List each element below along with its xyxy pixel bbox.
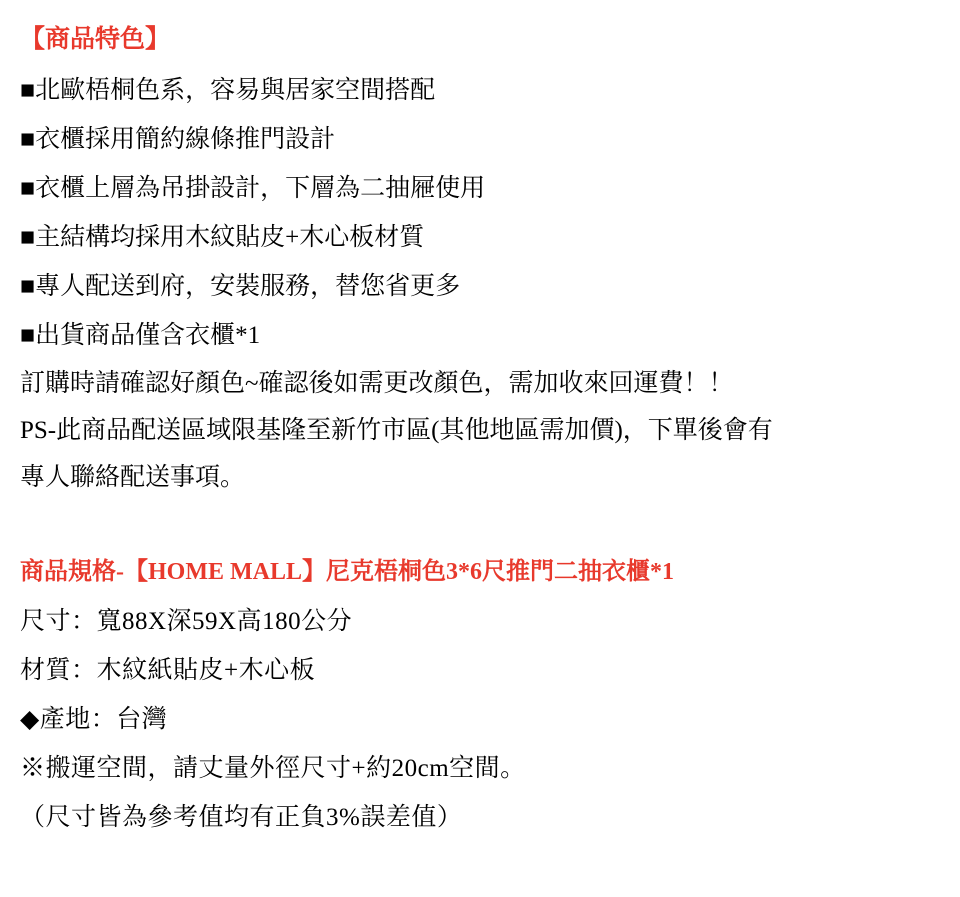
feature-item: ■北歐梧桐色系，容易與居家空間搭配: [20, 77, 436, 104]
spec-item: ◆產地：台灣: [20, 706, 168, 733]
feature-item: ■出貨商品僅含衣櫃*1: [20, 322, 261, 349]
spec-item: 尺寸：寬88X深59X高180公分: [20, 608, 353, 635]
spec-item: ※搬運空間，請丈量外徑尺寸+約20cm空間。: [20, 755, 526, 782]
features-heading: 【商品特色】: [20, 26, 171, 53]
note-line: 專人聯絡配送事項。: [20, 464, 246, 491]
feature-item: ■主結構均採用木紋貼皮+木心板材質: [20, 224, 425, 251]
specification-title: 商品規格-【HOME MALL】尼克梧桐色3*6尺推門二抽衣櫃*1: [20, 559, 674, 585]
note-line: PS-此商品配送區域限基隆至新竹市區(其他地區需加價)，下單後會有: [20, 417, 773, 444]
spec-item: 材質：木紋紙貼皮+木心板: [20, 657, 316, 684]
feature-item: ■衣櫃採用簡約線條推門設計: [20, 126, 336, 153]
section-spacer: [20, 501, 940, 547]
feature-item: ■衣櫃上層為吊掛設計，下層為二抽屜使用: [20, 175, 486, 202]
note-line: 訂購時請確認好顏色~確認後如需更改顏色，需加收來回運費！！: [20, 370, 734, 397]
spec-item: （尺寸皆為參考值均有正負3%誤差值）: [20, 804, 463, 831]
feature-item: ■專人配送到府，安裝服務，替您省更多: [20, 273, 461, 300]
